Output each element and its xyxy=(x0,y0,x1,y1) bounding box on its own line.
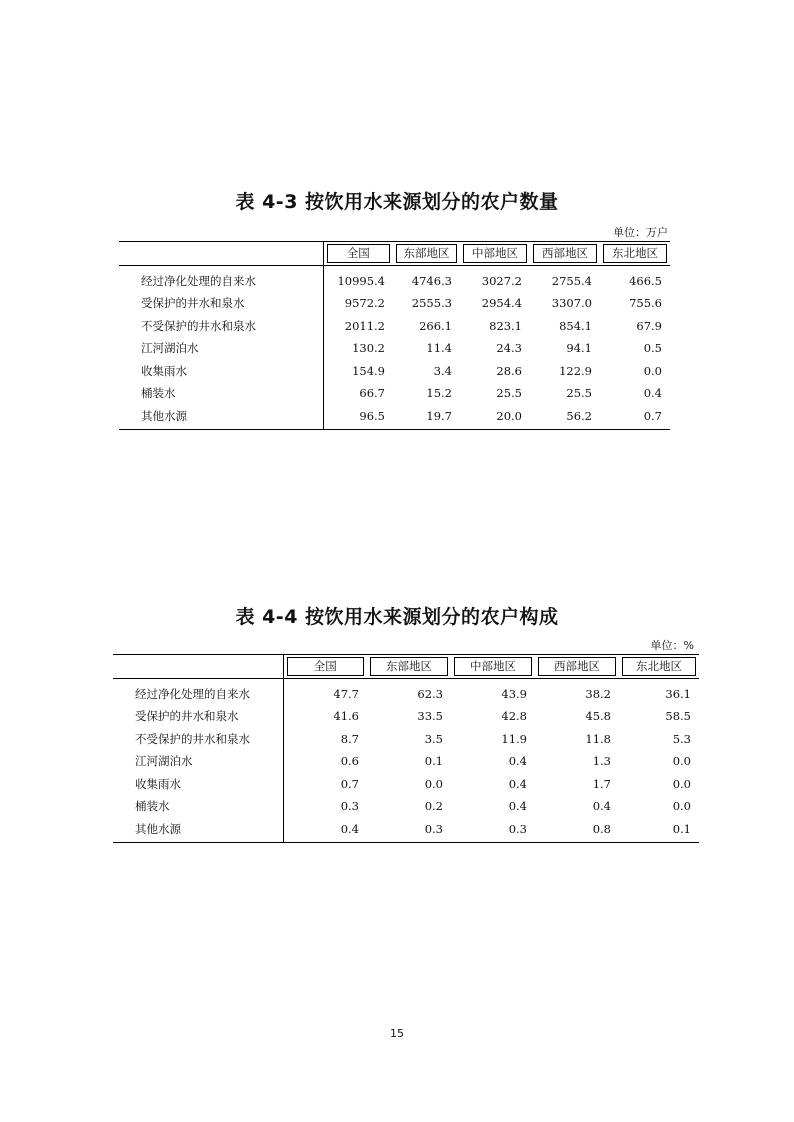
cell-value: 266.1 xyxy=(419,318,452,333)
column-header-label: 东北地区 xyxy=(622,657,696,676)
cell-value: 0.7 xyxy=(600,405,670,430)
column-header-label: 中部地区 xyxy=(454,657,532,676)
column-header xyxy=(451,655,535,679)
row-label: 其他水源 xyxy=(113,818,283,843)
header-stub xyxy=(119,242,323,266)
cell-value: 11.4 xyxy=(426,341,452,356)
cell-value: 10995.4 xyxy=(337,273,385,288)
table-row xyxy=(119,315,670,338)
cell-value: 0.4 xyxy=(508,799,527,814)
table-row xyxy=(119,405,670,430)
table-row xyxy=(113,773,699,796)
table-row xyxy=(119,360,670,383)
cell-value: 19.7 xyxy=(393,405,460,430)
cell-value: 20.0 xyxy=(460,405,530,430)
cell-value: 466.5 xyxy=(629,273,662,288)
table-4-3 xyxy=(119,241,670,430)
table-row xyxy=(119,292,670,315)
cell-value: 11.8 xyxy=(585,731,611,746)
cell-value: 3027.2 xyxy=(481,273,522,288)
cell-value: 25.5 xyxy=(566,386,592,401)
column-header-label: 东部地区 xyxy=(370,657,448,676)
cell-value: 0.7 xyxy=(340,776,359,791)
cell-value: 47.7 xyxy=(333,686,359,701)
column-header-label: 全国 xyxy=(327,244,391,263)
cell-value: 0.3 xyxy=(451,818,535,843)
cell-value: 0.0 xyxy=(643,363,662,378)
cell-value: 5.3 xyxy=(672,731,691,746)
row-label: 收集雨水 xyxy=(119,360,323,383)
cell-value: 0.6 xyxy=(340,754,359,769)
cell-value: 0.4 xyxy=(592,799,611,814)
row-label: 其他水源 xyxy=(119,405,323,430)
row-label: 桶装水 xyxy=(113,795,283,818)
page-number: 15 xyxy=(390,1027,404,1040)
cell-value: 0.0 xyxy=(672,799,691,814)
table-4-3-title: 表 4-3 按饮用水来源划分的农户数量 xyxy=(235,191,559,213)
cell-value: 854.1 xyxy=(559,318,592,333)
table-row xyxy=(119,265,670,292)
table-4-4 xyxy=(113,654,699,843)
header-row xyxy=(119,242,670,266)
cell-value: 67.9 xyxy=(636,318,662,333)
column-header xyxy=(393,242,460,266)
column-header xyxy=(367,655,451,679)
cell-value: 66.7 xyxy=(359,386,385,401)
cell-value: 62.3 xyxy=(417,686,443,701)
cell-value: 0.0 xyxy=(424,776,443,791)
cell-value: 154.9 xyxy=(352,363,385,378)
cell-value: 0.1 xyxy=(619,818,699,843)
table-row xyxy=(113,795,699,818)
cell-value: 2954.4 xyxy=(481,296,522,311)
header-row xyxy=(113,655,699,679)
column-header xyxy=(530,242,600,266)
cell-value: 3.5 xyxy=(424,731,443,746)
row-label: 桶装水 xyxy=(119,382,323,405)
cell-value: 1.3 xyxy=(592,754,611,769)
cell-value: 43.9 xyxy=(501,686,527,701)
cell-value: 755.6 xyxy=(629,296,662,311)
cell-value: 2755.4 xyxy=(551,273,592,288)
row-label: 收集雨水 xyxy=(113,773,283,796)
cell-value: 45.8 xyxy=(585,709,611,724)
column-header-label: 西部地区 xyxy=(533,244,597,263)
cell-value: 58.5 xyxy=(665,709,691,724)
cell-value: 0.2 xyxy=(424,799,443,814)
cell-value: 2555.3 xyxy=(411,296,452,311)
cell-value: 33.5 xyxy=(417,709,443,724)
cell-value: 42.8 xyxy=(501,709,527,724)
table-row xyxy=(113,818,699,843)
cell-value: 0.3 xyxy=(340,799,359,814)
cell-value: 41.6 xyxy=(333,709,359,724)
cell-value: 9572.2 xyxy=(344,296,385,311)
cell-value: 0.0 xyxy=(672,754,691,769)
cell-value: 36.1 xyxy=(665,686,691,701)
cell-value: 28.6 xyxy=(496,363,522,378)
cell-value: 24.3 xyxy=(496,341,522,356)
row-label: 江河湖泊水 xyxy=(113,750,283,773)
table-row xyxy=(113,750,699,773)
cell-value: 3307.0 xyxy=(551,296,592,311)
cell-value: 122.9 xyxy=(559,363,592,378)
cell-value: 823.1 xyxy=(489,318,522,333)
cell-value: 0.4 xyxy=(283,818,367,843)
column-header xyxy=(460,242,530,266)
cell-value: 2011.2 xyxy=(344,318,385,333)
row-label: 江河湖泊水 xyxy=(119,337,323,360)
row-label: 经过净化处理的自来水 xyxy=(119,265,323,292)
cell-value: 130.2 xyxy=(352,341,385,356)
cell-value: 96.5 xyxy=(323,405,393,430)
table-row xyxy=(113,705,699,728)
column-header xyxy=(619,655,699,679)
cell-value: 3.4 xyxy=(433,363,452,378)
row-label: 受保护的井水和泉水 xyxy=(119,292,323,315)
cell-value: 0.3 xyxy=(367,818,451,843)
row-label: 不受保护的井水和泉水 xyxy=(119,315,323,338)
column-header xyxy=(323,242,393,266)
cell-value: 15.2 xyxy=(426,386,452,401)
cell-value: 56.2 xyxy=(530,405,600,430)
cell-value: 0.8 xyxy=(535,818,619,843)
column-header-label: 全国 xyxy=(287,657,365,676)
cell-value: 4746.3 xyxy=(411,273,452,288)
cell-value: 11.9 xyxy=(501,731,527,746)
cell-value: 94.1 xyxy=(566,341,592,356)
row-label: 不受保护的井水和泉水 xyxy=(113,728,283,751)
column-header-label: 西部地区 xyxy=(538,657,616,676)
column-header xyxy=(600,242,670,266)
row-label: 受保护的井水和泉水 xyxy=(113,705,283,728)
table-4-3-unit: 单位：万户 xyxy=(613,226,668,239)
column-header xyxy=(535,655,619,679)
table-row xyxy=(113,728,699,751)
table-row xyxy=(119,337,670,360)
cell-value: 0.4 xyxy=(508,754,527,769)
table-row xyxy=(113,678,699,705)
column-header-label: 东部地区 xyxy=(396,244,457,263)
table-4-4-unit: 单位：% xyxy=(650,639,694,652)
cell-value: 25.5 xyxy=(496,386,522,401)
table-4-4-title: 表 4-4 按饮用水来源划分的农户构成 xyxy=(235,606,559,628)
column-header-label: 东北地区 xyxy=(603,244,667,263)
cell-value: 0.4 xyxy=(508,776,527,791)
cell-value: 0.5 xyxy=(643,341,662,356)
header-stub xyxy=(113,655,283,679)
row-label: 经过净化处理的自来水 xyxy=(113,678,283,705)
cell-value: 38.2 xyxy=(585,686,611,701)
table-row xyxy=(119,382,670,405)
cell-value: 1.7 xyxy=(592,776,611,791)
cell-value: 0.4 xyxy=(643,386,662,401)
column-header-label: 中部地区 xyxy=(463,244,527,263)
cell-value: 0.0 xyxy=(672,776,691,791)
cell-value: 8.7 xyxy=(340,731,359,746)
column-header xyxy=(283,655,367,679)
cell-value: 0.1 xyxy=(424,754,443,769)
